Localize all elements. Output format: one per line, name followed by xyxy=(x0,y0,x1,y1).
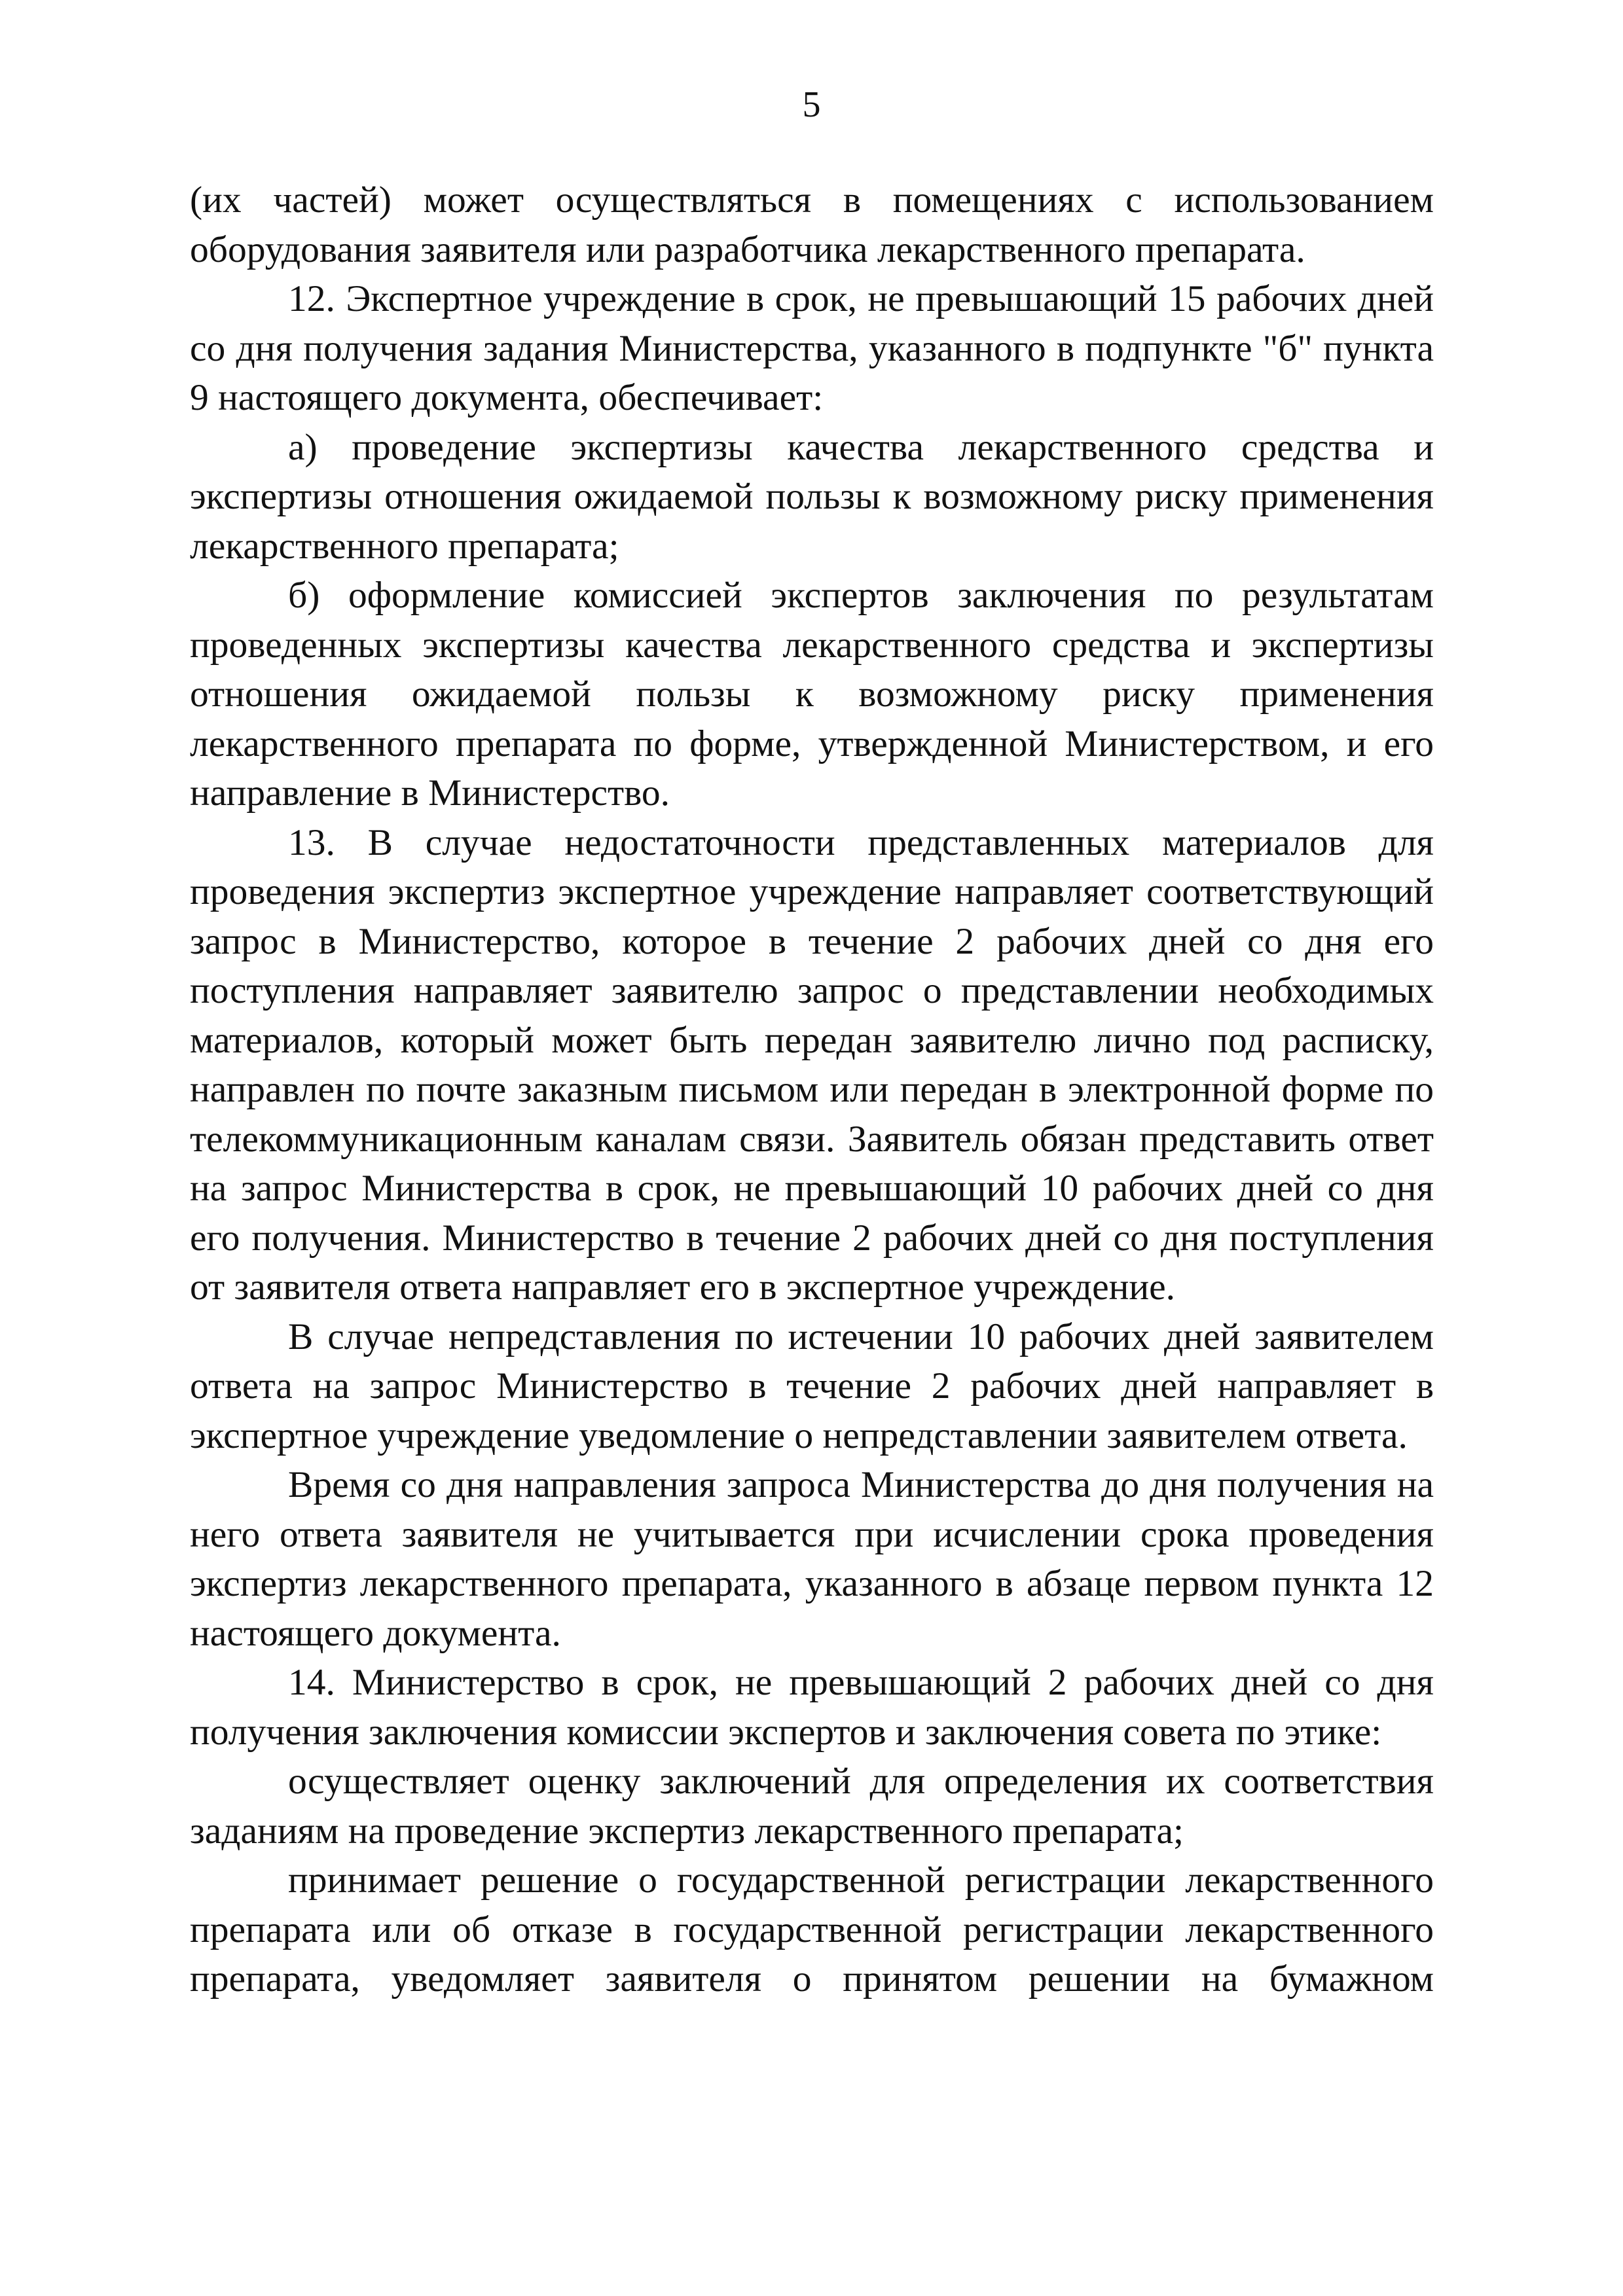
paragraph-continuation: (их частей) может осуществляться в помещениях с использованием оборудования заявителя или разработчика лекарственного препарата. xyxy=(190,179,1434,270)
paragraph-item-13: 13. В случае недостаточности представленных материалов для проведения экспертиз экспертное учреждение направляет соответствующий запрос в Министерство, которое в течение 2 рабочих дней со дня его поступления направляет заявителю запрос о представлении необходимых материалов, который может быть передан заявителю лично под расписку, направлен по почте заказным письмом или передан в электронной форме по телекоммуникационным каналам связи. Заявитель обязан представить ответ на запрос Министерства в срок, не превышающий 10 рабочих дней со дня его получения. Министерство в течение 2 рабочих дней со дня поступления от заявителя ответа направляет его в экспертное учреждение. xyxy=(190,821,1434,1308)
paragraph-item-14: 14. Министерство в срок, не превышающий 2 рабочих дней со дня получения заключения комиссии экспертов и заключения совета по этике: xyxy=(190,1662,1434,1753)
paragraph-time-period: Время со дня направления запроса Министерства до дня получения на него ответа заявителя не учитывается при исчислении срока проведения экспертиз лекарственного препарата, указанного в абзаце первом пункта 12 настоящего документа. xyxy=(190,1464,1434,1654)
paragraph-item-12: 12. Экспертное учреждение в срок, не превышающий 15 рабочих дней со дня получения задания Министерства, указанного в подпункте "б" пункта 9 настоящего документа, обеспечивает: xyxy=(190,278,1434,418)
paragraph-subitem-a: а) проведение экспертизы качества лекарственного средства и экспертизы отношения ожидаемой пользы к возможному риску применения лекарственного препарата; xyxy=(190,426,1434,567)
paragraph-decision: принимает решение о государственной регистрации лекарственного препарата или об отказе в государственной регистрации лекарственного препарата, уведомляет заявителя о принятом решении на бумажном xyxy=(190,1859,1434,2000)
paragraph-subitem-b: б) оформление комиссией экспертов заключения по результатам проведенных экспертизы качества лекарственного средства и экспертизы отношения ожидаемой пользы к возможному риску применения лекарственного препарата по форме, утвержденной Министерством, и его направление в Министерство. xyxy=(190,575,1434,814)
paragraph-assessment: осуществляет оценку заключений для определения их соответствия заданиям на проведение экспертиз лекарственного препарата; xyxy=(190,1761,1434,1852)
paragraph-non-submission: В случае непредставления по истечении 10 рабочих дней заявителем ответа на запрос Министерство в течение 2 рабочих дней направляет в экспертное учреждение уведомление о непредставлении заявителем ответа. xyxy=(190,1316,1434,1456)
page-number: 5 xyxy=(802,84,821,125)
document-body xyxy=(190,175,1434,2004)
